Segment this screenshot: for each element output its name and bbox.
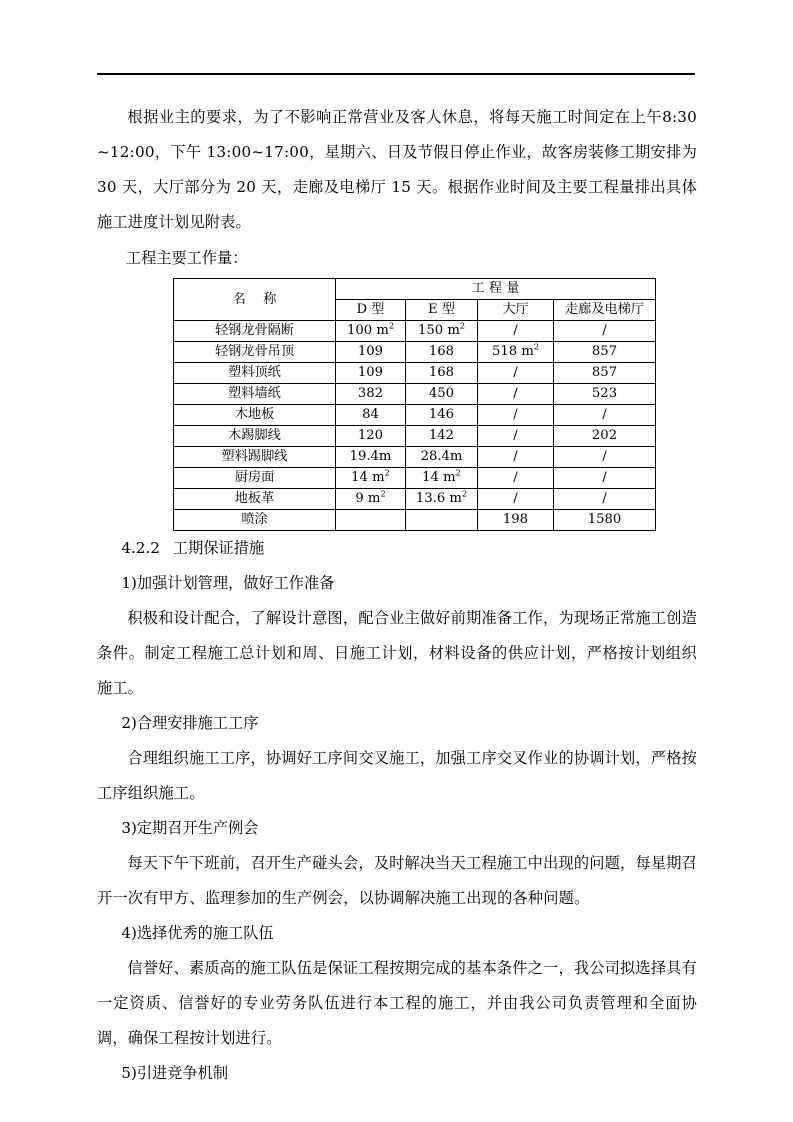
table-cell-name: 厨房面 [174,468,336,489]
table-cell-corridor: 1580 [554,510,656,531]
table-cell-name: 地板革 [174,489,336,510]
table-row [174,489,656,510]
table-cell-name: 塑料踢脚线 [174,447,336,468]
table-cell-name: 轻钢龙骨吊顶 [174,342,336,363]
table-cell-name: 塑料墙纸 [174,384,336,405]
table-cell-d: 109 [336,342,406,363]
item-body-1: 积极和设计配合，了解设计意图，配合业主做好前期准备工作，为现场正常施工创造条件。制定工程施工总计划和周、日施工计划，材料设备的供应计划，严格按计划组织施工。 [97,609,697,697]
table-cell-e: 28.4m [406,447,478,468]
column-header-group: 工 程 量 [336,279,656,300]
header-rule [97,73,695,75]
table-cell-name: 喷涂 [174,510,336,531]
table-cell-corridor: 857 [554,342,656,363]
table-cell-hall: / [478,447,554,468]
table-cell-name: 木地板 [174,405,336,426]
table-cell-e: 14 $m^2$ [406,468,478,489]
table-cell-hall: / [478,426,554,447]
table-row [174,426,656,447]
table-lead-in: 工程主要工作量： [125,249,248,267]
table-row [174,321,656,342]
column-header-name: 名 称 [174,279,336,321]
table-cell-d [336,510,406,531]
table-cell-corridor: 857 [554,363,656,384]
item-heading-3: 3)定期召开生产例会 [121,819,259,837]
table-cell-corridor: 523 [554,384,656,405]
table-row [174,363,656,384]
section-number: 4.2.2 [121,539,160,557]
table-cell-d: 100 $m^2$ [336,321,406,342]
table-cell-corridor: / [554,489,656,510]
table-row [174,342,656,363]
table-cell-hall: / [478,363,554,384]
section-heading [97,531,697,566]
table-cell-d: 14 $m^2$ [336,468,406,489]
table-cell-hall: / [478,321,554,342]
table-cell-e: 168 [406,363,478,384]
table-row [174,405,656,426]
work-quantity-table [173,278,656,531]
table-cell-d: 109 [336,363,406,384]
table-cell-e: 13.6 $m^2$ [406,489,478,510]
table-cell-e: 146 [406,405,478,426]
table-cell-hall: 198 [478,510,554,531]
table-cell-corridor: / [554,468,656,489]
table-cell-d: 382 [336,384,406,405]
table-cell-hall: 518 $m^2$ [478,342,554,363]
table-cell-d: 84 [336,405,406,426]
table-cell-e: 450 [406,384,478,405]
table-cell-e [406,510,478,531]
work-quantity-table-wrap [173,278,655,531]
item-heading-5: 5)引进竞争机制 [121,1064,229,1082]
item-body-2: 合理组织施工工序，协调好工序间交叉施工，加强工序交叉作业的协调计划，严格按工序组织施工。 [97,749,697,802]
table-cell-hall: / [478,468,554,489]
column-header-hall: 大厅 [478,300,554,321]
document-content [97,100,697,1091]
table-cell-corridor: 202 [554,426,656,447]
item-body-3: 每天下午下班前，召开生产碰头会，及时解决当天工程施工中出现的问题，每星期召开一次有甲方、监理参加的生产例会，以协调解决施工出现的各种问题。 [97,854,697,907]
item-heading-4: 4)选择优秀的施工队伍 [121,924,274,942]
table-cell-hall: / [478,405,554,426]
item-heading-2: 2)合理安排施工工序 [121,714,259,732]
item-body-4: 信誉好、素质高的施工队伍是保证工程按期完成的基本条件之一，我公司拟选择具有一定资质、信誉好的专业劳务队伍进行本工程的施工，并由我公司负责管理和全面协调，确保工程按计划进行。 [97,959,697,1047]
table-cell-corridor: / [554,321,656,342]
table-row [174,468,656,489]
column-header-d: D 型 [336,300,406,321]
table-cell-hall: / [478,489,554,510]
table-cell-d: 9 $m^2$ [336,489,406,510]
table-header-row-top [174,279,656,300]
table-cell-corridor: / [554,405,656,426]
table-cell-e: 168 [406,342,478,363]
work-quantity-table-body [174,321,656,531]
table-cell-d: 120 [336,426,406,447]
table-row [174,510,656,531]
table-cell-name: 塑料顶纸 [174,363,336,384]
table-cell-e: 142 [406,426,478,447]
table-cell-name: 轻钢龙骨隔断 [174,321,336,342]
paragraph-schedule: 根据业主的要求，为了不影响正常营业及客人休息，将每天施工时间定在上午8:30~12:00，下午 13:00~17:00，星期六、日及节假日停止作业，故客房装修工期安排为 30 天，大厅部分为 20 天，走廊及电梯厅 15 天。根据作业时间及主要工程量排出具体施工进度计划见附表。 [97,108,697,231]
table-row [174,447,656,468]
table-row [174,384,656,405]
table-cell-corridor: / [554,447,656,468]
section-title: 工期保证措施 [172,539,264,557]
item-heading-1: 1)加强计划管理，做好工作准备 [121,574,335,592]
table-cell-hall: / [478,384,554,405]
column-header-e: E 型 [406,300,478,321]
table-cell-d: 19.4m [336,447,406,468]
table-cell-name: 木踢脚线 [174,426,336,447]
table-cell-e: 150 $m^2$ [406,321,478,342]
column-header-corridor: 走廊及电梯厅 [554,300,656,321]
